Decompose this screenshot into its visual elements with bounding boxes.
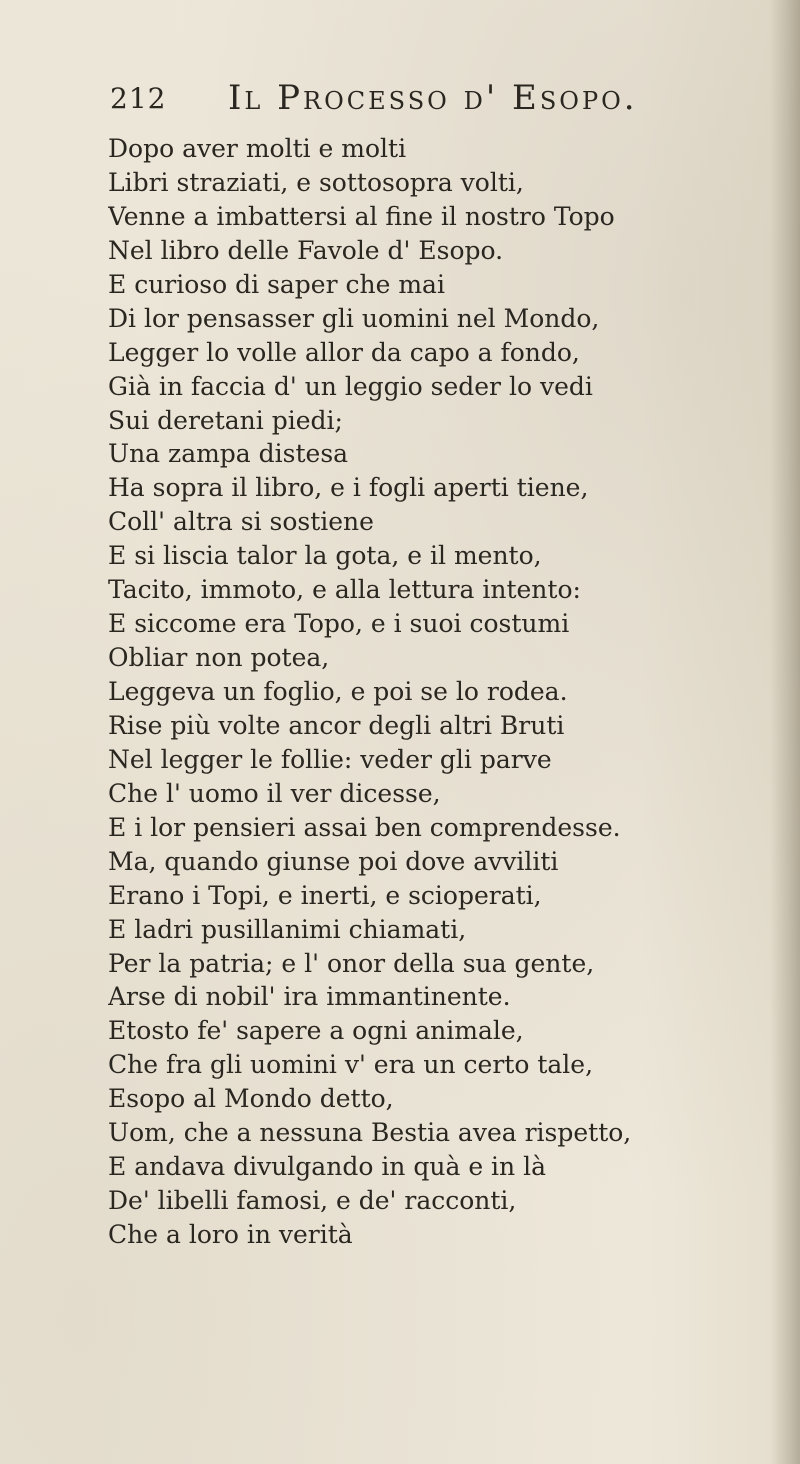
poem-line: Legger lo volle allor da capo a fondo, xyxy=(108,337,580,367)
poem-line: E ladri pusillanimi chiamati, xyxy=(108,914,467,944)
poem-line: Arse di nobil' ira immantinente. xyxy=(108,982,511,1012)
poem-line: E siccome era Topo, e i suoi costumi xyxy=(108,609,570,639)
running-title: Il Processo d' Esopo. xyxy=(228,78,638,118)
poem-text xyxy=(108,132,748,1252)
poem-line: Coll' altra si sostiene xyxy=(108,507,374,537)
poem-line: Di lor pensasser gli uomini nel Mondo, xyxy=(108,303,600,333)
poem-line: Sui deretani piedi; xyxy=(108,405,343,435)
poem-line: Che fra gli uomini v' era un certo tale, xyxy=(108,1050,594,1080)
poem-line: Rise più volte ancor degli altri Bruti xyxy=(108,710,565,740)
poem-line: Per la patria; e l' onor della sua gente, xyxy=(108,948,595,978)
page-number: 212 xyxy=(110,82,167,115)
poem-line: Leggeva un foglio, e poi se lo rodea. xyxy=(108,677,568,706)
poem-line: Etosto fe' sapere a ogni animale, xyxy=(108,1016,524,1046)
page-edge-shadow xyxy=(770,0,800,1464)
poem-line: Obliar non potea, xyxy=(108,643,330,673)
poem-line: Venne a imbattersi al fine il nostro Topo xyxy=(108,201,615,231)
poem-line: Erano i Topi, e inerti, e scioperati, xyxy=(108,880,542,910)
poem-line: E i lor pensieri assai ben comprendesse. xyxy=(108,812,621,842)
poem-line: Nel legger le follie: veder gli parve xyxy=(108,744,552,774)
poem-line: Che a loro in verità xyxy=(108,1220,353,1249)
poem-line: Ha sopra il libro, e i fogli aperti tiene, xyxy=(108,473,589,503)
poem-line: Una zampa distesa xyxy=(108,439,349,469)
poem-line: E curioso di saper che mai xyxy=(108,269,445,299)
poem-line: Esopo al Mondo detto, xyxy=(108,1084,394,1114)
poem-line: Ma, quando giunse poi dove avviliti xyxy=(108,846,559,876)
poem-line: Uom, che a nessuna Bestia avea rispetto, xyxy=(108,1118,632,1148)
poem-line: De' libelli famosi, e de' racconti, xyxy=(108,1186,517,1216)
poem-line: Già in faccia d' un leggio seder lo vedi xyxy=(108,371,593,401)
poem-line: Che l' uomo il ver dicesse, xyxy=(108,778,441,808)
poem-line: Libri straziati, e sottosopra volti, xyxy=(108,167,524,197)
poem-line: E andava divulgando in quà e in là xyxy=(108,1152,547,1182)
poem-line: Tacito, immoto, e alla lettura intento: xyxy=(108,575,581,605)
page-header xyxy=(110,78,730,124)
poem-line: Nel libro delle Favole d' Esopo. xyxy=(108,235,504,265)
poem-line: Dopo aver molti e molti xyxy=(108,134,407,163)
poem-line: E si liscia talor la gota, e il mento, xyxy=(108,541,542,571)
